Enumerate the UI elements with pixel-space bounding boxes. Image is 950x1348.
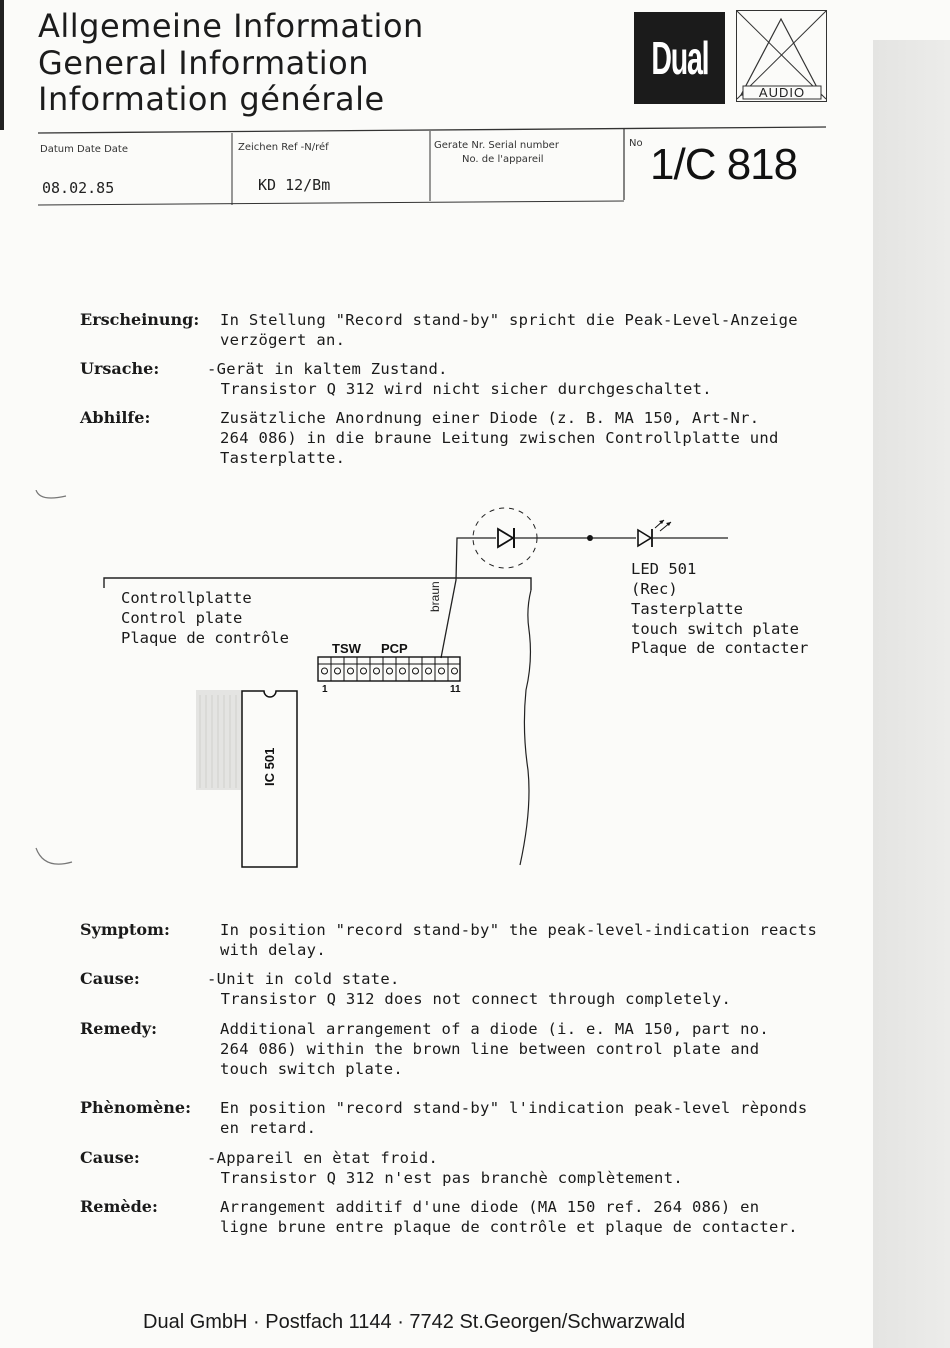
touch-plate-label-fr: Plaque de contacter: [631, 639, 809, 657]
dual-logo-text: Dual: [651, 32, 708, 84]
connector-block: [318, 657, 460, 681]
connector-label-tsw: TSW: [332, 641, 361, 656]
remedy-text-en-3: touch switch plate.: [220, 1060, 404, 1078]
remedy-label-en: Remedy:: [80, 1019, 157, 1038]
led-label: LED 501: [631, 560, 697, 578]
control-plate-label-fr: Plaque de contrôle: [121, 629, 289, 647]
symptom-text-de-2: verzögert an.: [220, 331, 346, 349]
cause-label-de: Ursache:: [80, 359, 160, 378]
cause-text-fr-2: Transistor Q 312 n'est pas branchè complètement.: [211, 1169, 683, 1187]
symptom-text-fr-2: en retard.: [220, 1119, 317, 1137]
remedy-text-de-1: Zusätzliche Anordnung einer Diode (z. B. MA 150, Art-Nr.: [220, 409, 760, 427]
touch-plate-label-en: touch switch plate: [631, 620, 799, 638]
symptom-label-de: Erscheinung:: [80, 310, 200, 329]
title-english: General Information: [38, 44, 370, 82]
serial-label: Gerate Nr. Serial number: [434, 140, 559, 151]
cause-text-de-2: Transistor Q 312 wird nicht sicher durchgeschaltet.: [211, 380, 712, 398]
company-address: Dual GmbH · Postfach 1144 · 7742 St.Georgen/Schwarzwald: [143, 1311, 686, 1333]
remedy-text-de-2: 264 086) in die braune Leitung zwischen Controllplatte und: [220, 429, 779, 447]
pin-first-label: 1: [322, 684, 328, 695]
date-label: Datum Date Date: [40, 144, 128, 155]
connector-label-pcp: PCP: [381, 641, 408, 656]
punch-mark-bottom: [36, 848, 72, 864]
title-german: Allgemeine Information: [38, 7, 424, 45]
control-plate-label-de: Controllplatte: [121, 589, 252, 607]
symptom-label-fr: Phènomène:: [80, 1098, 191, 1117]
symptom-text-fr-1: En position "record stand-by" l'indication peak-level rèponds: [220, 1099, 808, 1117]
pin-last-label: 11: [450, 684, 461, 695]
cause-label-en: Cause:: [80, 969, 140, 988]
led-symbol: [638, 520, 728, 547]
remedy-text-en-2: 264 086) within the brown line between control plate and: [220, 1040, 760, 1058]
remedy-label-de: Abhilfe:: [80, 408, 151, 427]
ref-label: Zeichen Ref -N/réf: [238, 142, 329, 153]
cause-text-fr-1: -Appareil en ètat froid.: [207, 1149, 439, 1167]
brown-wire-label: braun: [428, 581, 442, 612]
header-table-lines: [0, 0, 950, 220]
symptom-text-en-1: In position "record stand-by" the peak-level-indication reacts: [220, 921, 818, 939]
cause-text-de-1: -Gerät in kaltem Zustand.: [207, 360, 448, 378]
diode-symbol: [498, 528, 590, 548]
cause-label-fr: Cause:: [80, 1148, 140, 1167]
remedy-text-fr-2: ligne brune entre plaque de contrôle et plaque de contacter.: [220, 1218, 798, 1236]
remedy-text-de-3: Tasterplatte.: [220, 449, 346, 467]
wiring-diagram: [0, 490, 950, 880]
remedy-label-fr: Remède:: [80, 1197, 158, 1216]
date-value: 08.02.85: [42, 179, 115, 197]
led-rec-label: (Rec): [631, 580, 678, 598]
brown-wire: [441, 538, 496, 658]
control-plate-break-edge: [520, 590, 531, 865]
punch-mark-top: [36, 490, 66, 498]
serial-label-fr: No. de l'appareil: [462, 154, 544, 165]
cause-text-en-1: -Unit in cold state.: [207, 970, 400, 988]
cause-text-en-2: Transistor Q 312 does not connect through completely.: [211, 990, 732, 1008]
symptom-text-en-2: with delay.: [220, 941, 326, 959]
control-plate-label-en: Control plate: [121, 609, 243, 627]
title-french: Information générale: [38, 80, 385, 118]
ic-shadow-area: [196, 690, 242, 790]
doc-number-label: No: [629, 138, 643, 149]
audio-logo-text: AUDIO: [758, 85, 806, 100]
ref-value: KD 12/Bm: [258, 176, 331, 194]
remedy-text-fr-1: Arrangement additif d'une diode (MA 150 ref. 264 086) en: [220, 1198, 760, 1216]
touch-plate-label-de: Tasterplatte: [631, 600, 743, 618]
symptom-label-en: Symptom:: [80, 920, 170, 939]
symptom-text-de-1: In Stellung "Record stand-by" spricht die Peak-Level-Anzeige: [220, 311, 798, 329]
ic-501-label: IC 501: [262, 747, 277, 786]
remedy-text-en-1: Additional arrangement of a diode (i. e. MA 150, part no.: [220, 1020, 770, 1038]
doc-number: 1/C 818: [650, 140, 798, 189]
